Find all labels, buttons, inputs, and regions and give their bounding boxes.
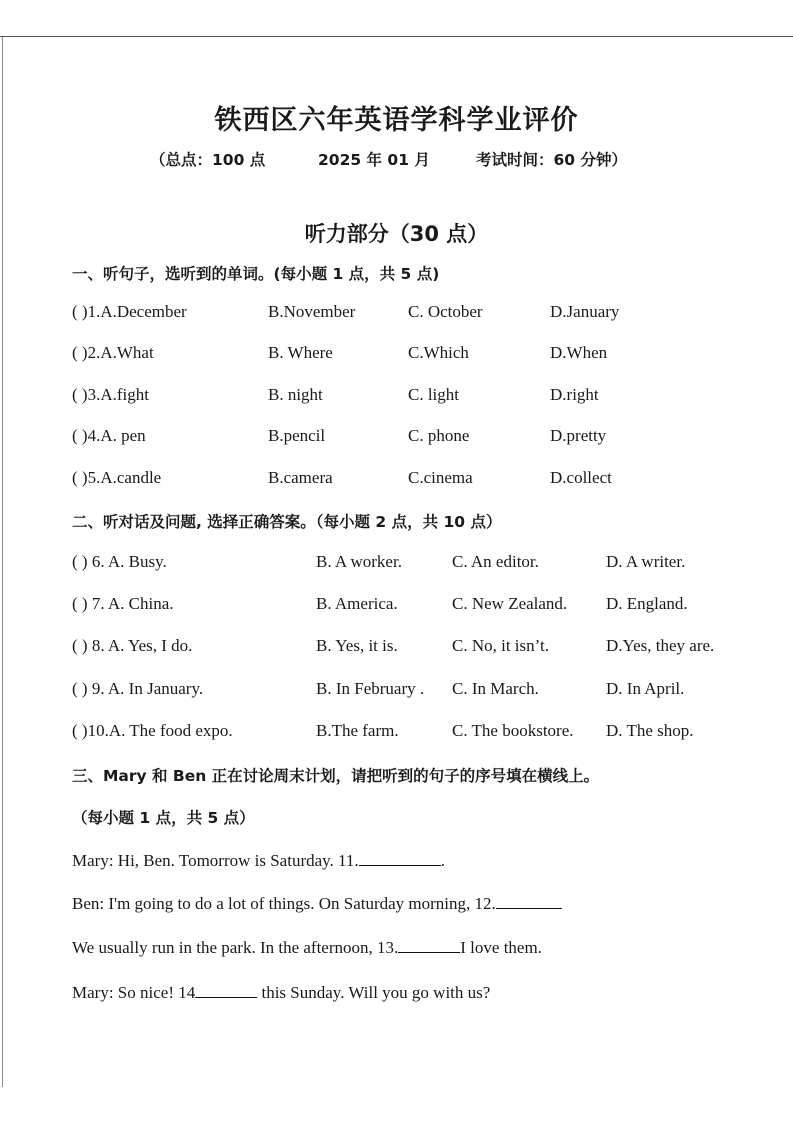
question-row [0, 594, 793, 618]
question-row [0, 552, 793, 576]
dialogue-text: Mary: So nice! 14 [72, 983, 196, 1002]
option-c: C. An editor. [452, 552, 539, 571]
section3-heading: 三、Mary 和 Ben 正在讨论周末计划，请把听到的句子的序号填在横线上。 [72, 767, 600, 785]
dialogue-text: Mary: Hi, Ben. Tomorrow is Saturday. 11. [72, 851, 359, 870]
option-b: B.The farm. [316, 721, 399, 740]
option-c: C.cinema [408, 468, 473, 487]
question-row [0, 721, 793, 745]
question-stem: ( )4.A. pen [72, 426, 146, 445]
option-d: D.Yes, they are. [606, 636, 715, 655]
option-c: C. October [408, 302, 483, 321]
answer-blank[interactable] [496, 891, 562, 909]
question-stem: ( ) 9. A. In January. [72, 679, 204, 698]
dialogue-text: . [440, 851, 445, 870]
option-c: C. In March. [452, 679, 539, 698]
dialogue-text: Ben: I'm going to do a lot of things. On Saturday morning, 12. [72, 894, 496, 913]
option-d: D. In April. [606, 679, 685, 698]
option-b: B. America. [316, 594, 398, 613]
question-row [0, 385, 793, 409]
option-b: B.camera [268, 468, 333, 487]
option-c: C.Which [408, 343, 469, 362]
question-row [0, 302, 793, 326]
question-stem: ( )2.A.What [72, 343, 154, 362]
option-c: C. light [408, 385, 460, 404]
top-rule [0, 36, 793, 37]
option-c: C. phone [408, 426, 470, 445]
option-d: D.pretty [550, 426, 607, 445]
option-b: B. A worker. [316, 552, 402, 571]
option-b: B.pencil [268, 426, 326, 445]
section1-heading: 一、听句子，选听到的单词。(每小题 1 点，共 5 点) [72, 265, 440, 283]
exam-title: 铁西区六年英语学科学业评价 [214, 105, 579, 136]
question-stem: ( ) 7. A. China. [72, 594, 174, 613]
section3-subheading: （每小题 1 点，共 5 点） [72, 809, 255, 827]
option-d: D.right [550, 385, 599, 404]
question-stem: ( ) 8. A. Yes, I do. [72, 636, 193, 655]
question-row [0, 343, 793, 367]
option-c: C. New Zealand. [452, 594, 568, 613]
question-stem: ( )3.A.fight [72, 385, 149, 404]
dialogue-line [72, 891, 562, 914]
option-c: C. No, it isn’t. [452, 636, 549, 655]
exam-date: 2025 年 01 月 [318, 151, 430, 169]
option-b: B. night [268, 385, 323, 404]
dialogue-text: this Sunday. Will you go with us? [257, 983, 491, 1002]
option-b: B. In February . [316, 679, 425, 698]
option-b: B.November [268, 302, 356, 321]
section2-heading: 二、听对话及问题, 选择正确答案。（每小题 2 点，共 10 点） [72, 513, 502, 531]
option-b: B. Where [268, 343, 333, 362]
option-d: D.collect [550, 468, 612, 487]
option-b: B. Yes, it is. [316, 636, 398, 655]
answer-blank[interactable] [195, 980, 257, 998]
option-c: C. The bookstore. [452, 721, 574, 740]
option-d: D. The shop. [606, 721, 694, 740]
dialogue-line [72, 935, 542, 958]
exam-time: 考试时间：60 分钟） [476, 151, 627, 169]
question-row [0, 636, 793, 660]
option-d: D. A writer. [606, 552, 686, 571]
dialogue-text: We usually run in the park. In the afternoon, 13. [72, 938, 399, 957]
total-points: （总点：100 点 [150, 151, 266, 169]
question-row [0, 468, 793, 492]
question-stem: ( )10.A. The food expo. [72, 721, 233, 740]
dialogue-line [72, 848, 445, 871]
question-row [0, 426, 793, 450]
question-stem: ( )1.A.December [72, 302, 187, 321]
answer-blank[interactable] [359, 848, 441, 866]
question-row [0, 679, 793, 703]
dialogue-line [72, 980, 490, 1003]
option-d: D. England. [606, 594, 688, 613]
question-stem: ( )5.A.candle [72, 468, 162, 487]
question-stem: ( ) 6. A. Busy. [72, 552, 167, 571]
option-d: D.January [550, 302, 620, 321]
part-title: 听力部分（30 点） [304, 222, 489, 246]
dialogue-text: I love them. [460, 938, 542, 957]
answer-blank[interactable] [398, 935, 460, 953]
option-d: D.When [550, 343, 608, 362]
